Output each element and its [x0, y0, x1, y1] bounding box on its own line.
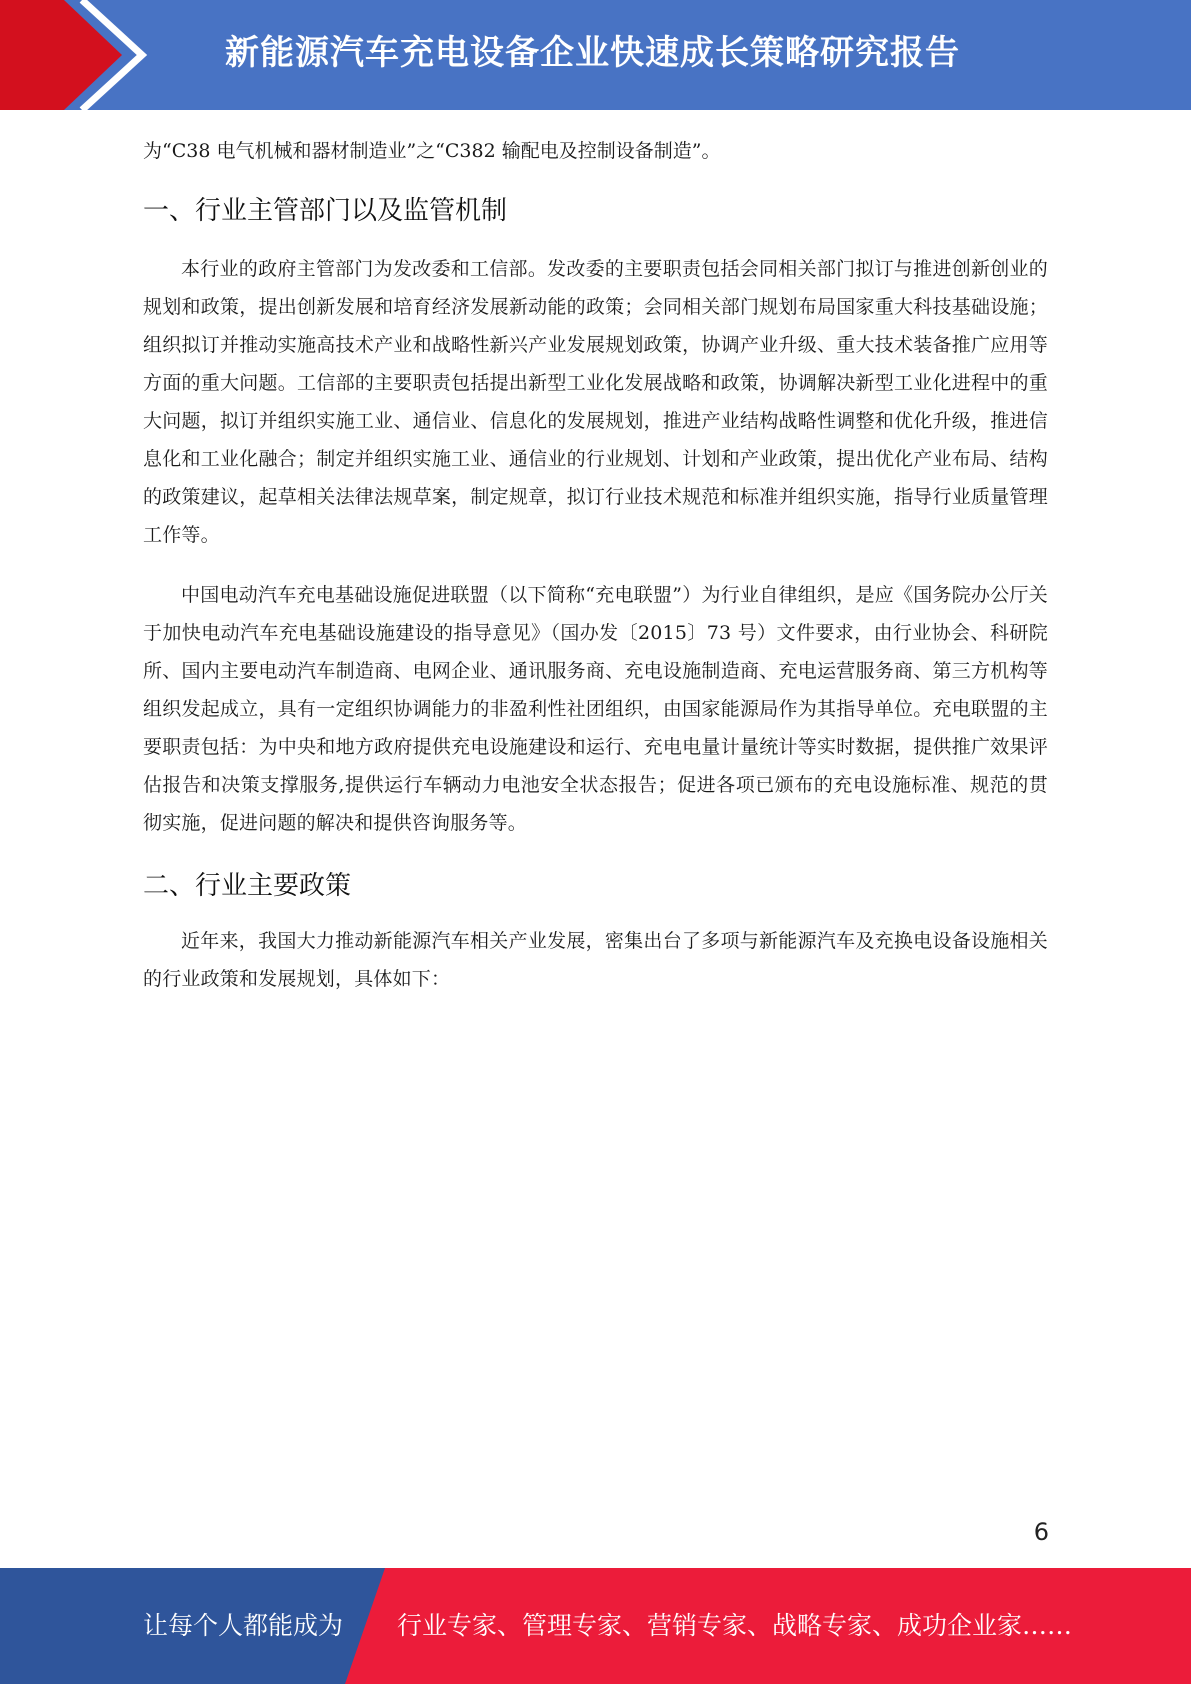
header-banner	[0, 0, 1191, 110]
document-body	[143, 132, 1048, 1020]
report-title: 新能源汽车充电设备企业快速成长策略研究报告	[225, 33, 960, 73]
paragraph-authorities: 本行业的政府主管部门为发改委和工信部。发改委的主要职责包括会同相关部门拟订与推进创新创业的规划和政策，提出创新发展和培育经济发展新动能的政策；会同相关部门规划布局国家重大科技基础设施；组织拟订并推动实施高技术产业和战略性新兴产业发展规划政策，协调产业升级、重大技术装备推广应用等方面的重大问题。工信部的主要职责包括提出新型工业化发展战略和政策，协调解决新型工业化进程中的重大问题，拟订并组织实施工业、通信业、信息化的发展规划，推进产业结构战略性调整和优化升级，推进信息化和工业化融合；制定并组织实施工业、通信业的行业规划、计划和产业政策，提出优化产业布局、结构的政策建议，起草相关法律法规草案，制定规章，拟订行业技术规范和标准并组织实施，指导行业质量管理工作等。	[143, 258, 1048, 546]
section-heading-policies: 二、行业主要政策	[143, 871, 352, 901]
intro-line: 为“C38 电气机械和器材制造业”之“C382 输配电及控制设备制造”。	[143, 140, 721, 162]
red-chevron-decoration	[0, 0, 160, 110]
footer-slogan-right: 行业专家、管理专家、营销专家、战略专家、成功企业家……	[397, 1611, 1073, 1640]
paragraph-charging-alliance: 中国电动汽车充电基础设施促进联盟（以下简称“充电联盟”）为行业自律组织，是应《国务院办公厅关于加快电动汽车充电基础设施建设的指导意见》（国办发〔2015〕73 号）文件要求，由行业协会、科研院所、国内主要电动汽车制造商、电网企业、通讯服务商、充电设施制造商、充电运营服务商、第三方机构等组织发起成立，具有一定组织协调能力的非盈利性社团组织，由国家能源局作为其指导单位。充电联盟的主要职责包括：为中央和地方政府提供充电设施建设和运行、充电电量计量统计等实时数据，提供推广效果评估报告和决策支撑服务,提供运行车辆动力电池安全状态报告；促进各项已颁布的充电设施标准、规范的贯彻实施，促进问题的解决和提供咨询服务等。	[143, 584, 1048, 834]
footer-slogan-left: 让每个人都能成为	[143, 1611, 344, 1640]
page-number: 6	[1033, 1518, 1049, 1546]
section-heading-regulation: 一、行业主管部门以及监管机制	[143, 196, 508, 226]
footer-banner	[0, 1568, 1191, 1684]
paragraph-policies-intro: 近年来，我国大力推动新能源汽车相关产业发展，密集出台了多项与新能源汽车及充换电设备设施相关的行业政策和发展规划，具体如下：	[143, 930, 1048, 990]
